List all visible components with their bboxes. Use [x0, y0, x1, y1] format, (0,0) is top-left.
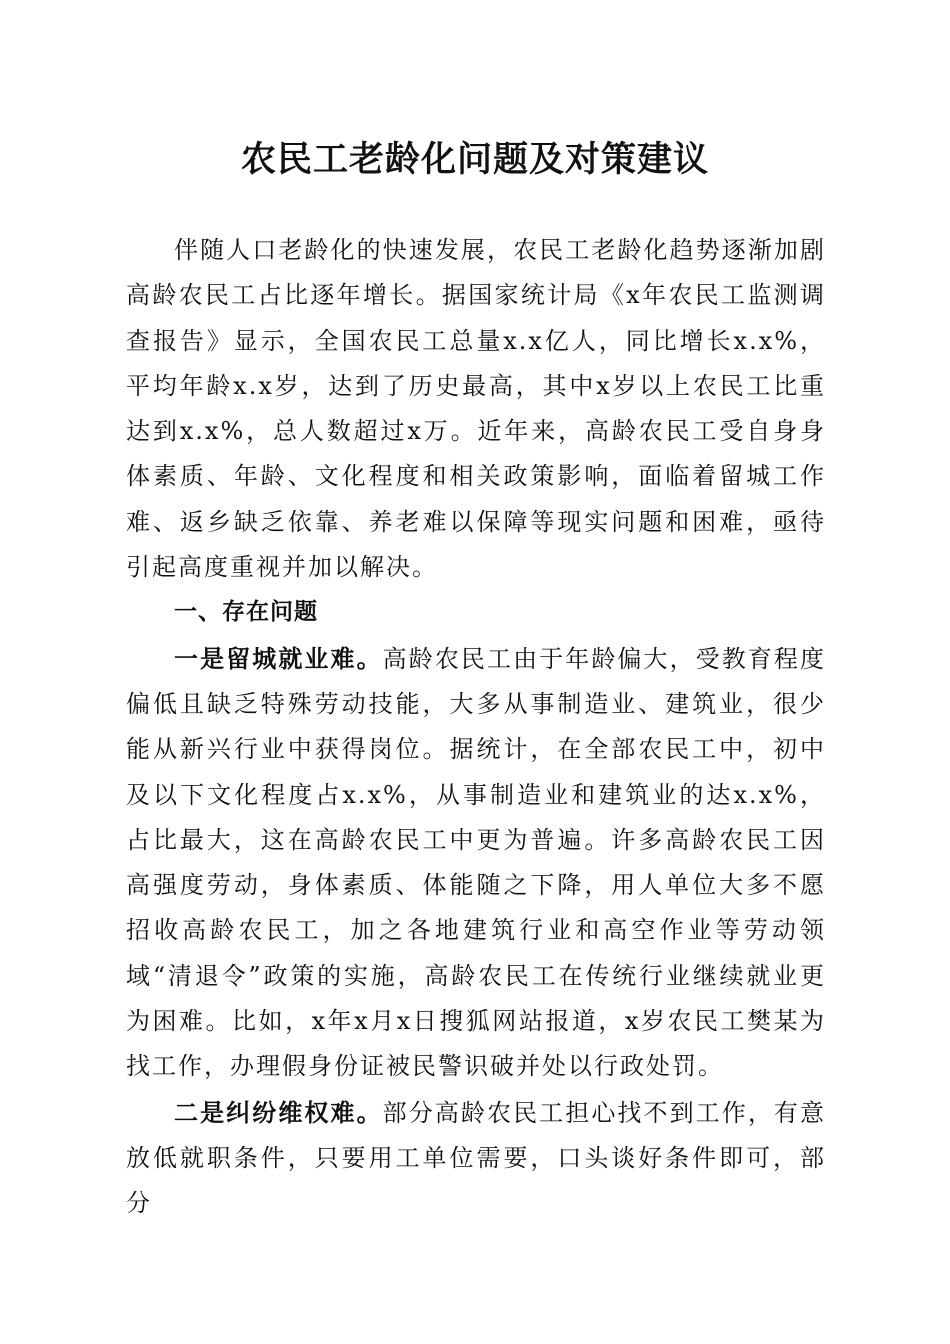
point-1-paragraph [126, 636, 826, 1090]
point-2-text: 部分高龄农民工担心找不到工作，有意放低就职条件，只要用工单位需要，口头谈好条件即可，部分 [126, 1098, 827, 1218]
document-title: 农民工老龄化问题及对策建议 [240, 139, 709, 180]
point-2-lead: 二是纠纷维权难。 [174, 1097, 383, 1127]
intro-paragraph: 伴随人口老龄化的快速发展，农民工老龄化趋势逐渐加剧高龄农民工占比逐年增长。据国家统计局《x年农民工监测调查报告》显示，全国农民工总量x.x亿人，同比增长x.x%，平均年龄x.x岁，达到了历史最高，其中x岁以上农民工比重达到x.x%，总人数超过x万。近年来，高龄农民工受自身身体素质、年龄、文化程度和相关政策影响，面临着留城工作难、返乡缺乏依靠、养老难以保障等现实问题和困难，亟待引起高度重视并加以解决。 [126, 236, 826, 582]
point-1-text: 高龄农民工由于年龄偏大，受教育程度偏低且缺乏特殊劳动技能，大多从事制造业、建筑业，很少能从新兴行业中获得岗位。据统计，在全部农民工中，初中及以下文化程度占x.x%，从事制造业和建筑业的达x.x%，占比最大，这在高龄农民工中更为普遍。许多高龄农民工因高强度劳动，身体素质、体能随之下降，用人单位大多不愿招收高龄农民工，加之各地建筑行业和高空作业等劳动领域“清退令”政策的实施，高龄农民工在传统行业继续就业更为困难。比如，x年x月x日搜狐网站报道，x岁农民工樊某为找工作，办理假身份证被民警识破并处以行政处罚。 [126, 644, 827, 1081]
section-heading-problems: 一、存在问题 [174, 599, 318, 626]
point-2-paragraph [126, 1090, 826, 1227]
point-1-lead: 一是留城就业难。 [174, 643, 383, 673]
document-body [126, 228, 826, 1227]
